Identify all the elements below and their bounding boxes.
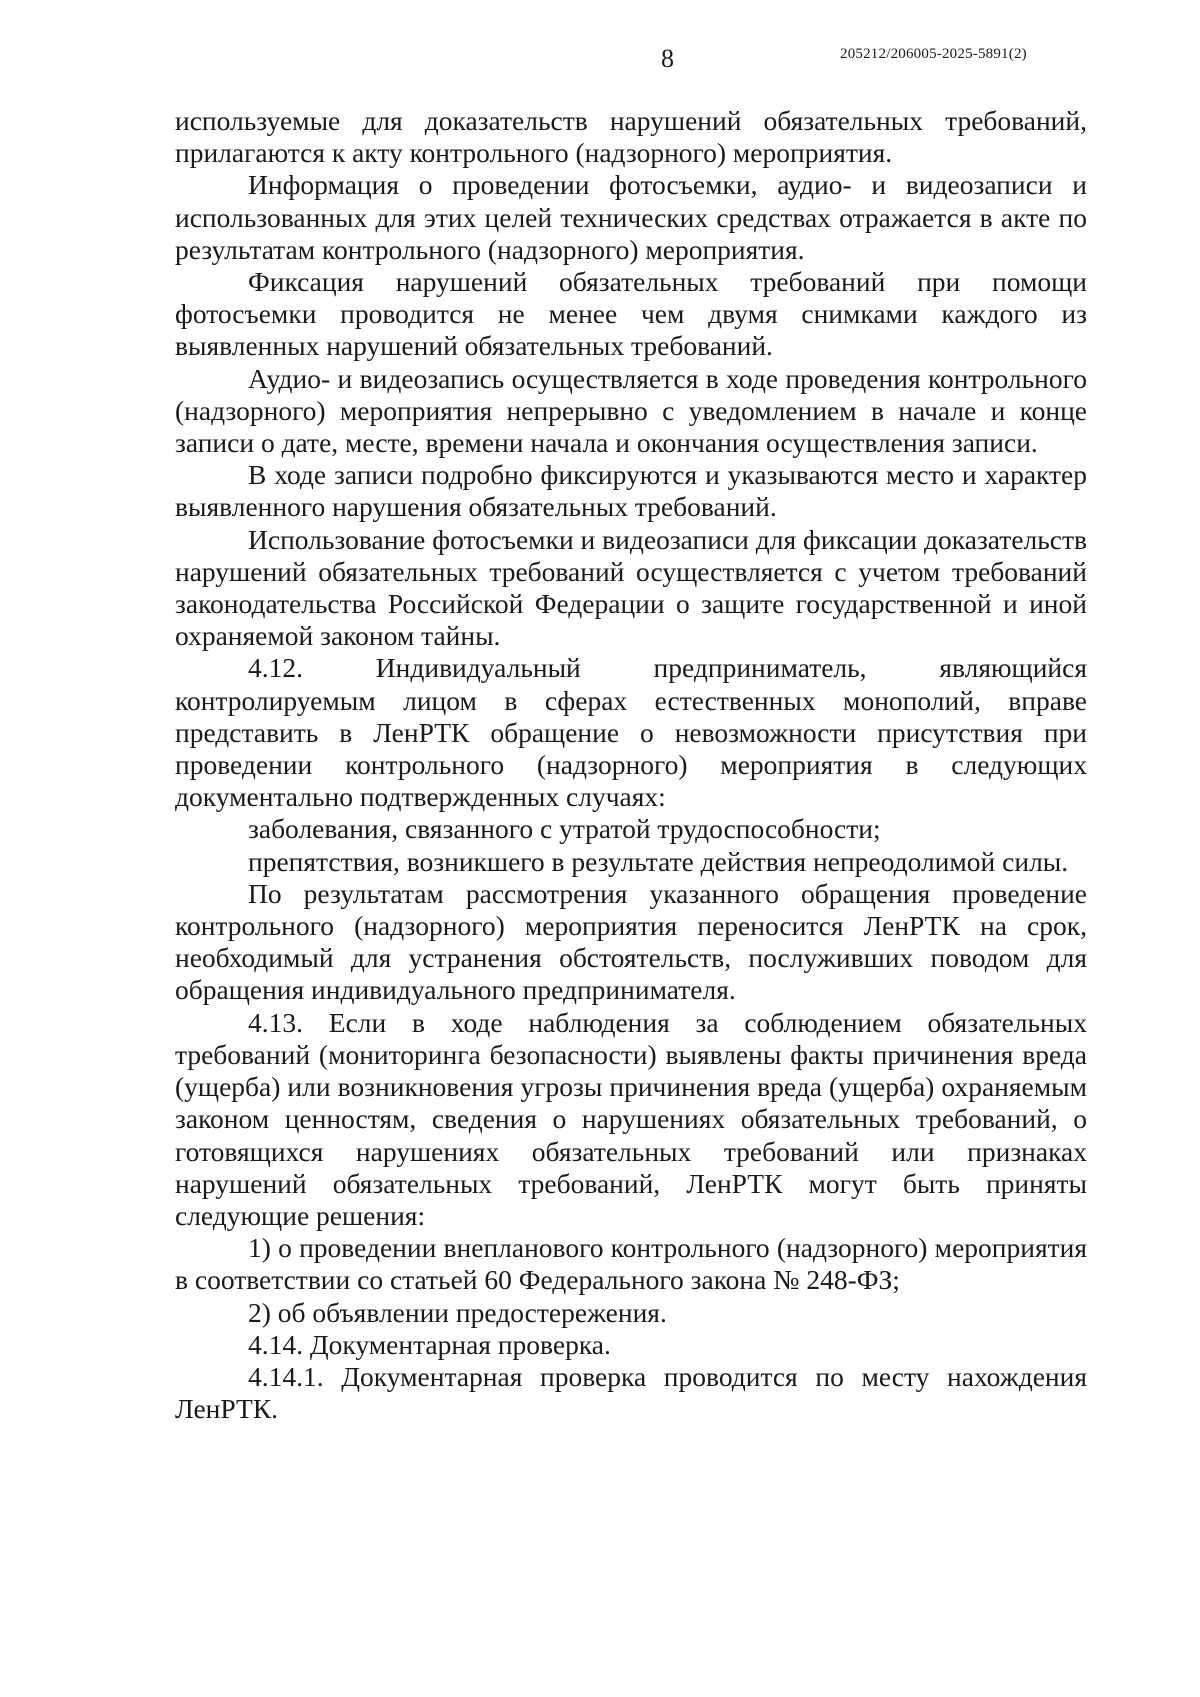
list-item-illness: заболевания, связанного с утратой трудоспособности; [248, 813, 881, 845]
paragraph-usage-limits: Использование фотосъемки и видеозаписи для фиксации доказательств нарушений обязательных требований осуществляется с учетом требований законодательства Российской Федерации о защите государственной и иной охраняемой законом тайны. [175, 523, 1087, 652]
list-item-force-majeure: препятствия, возникшего в результате действия непреодолимой силы. [248, 845, 1069, 877]
paragraph-4-14-1: 4.14.1. Документарная проверка проводится по месту нахождения ЛенРТК. [175, 1360, 1087, 1425]
paragraph-postponement: По результатам рассмотрения указанного обращения проведение контрольного (надзорного) мероприятия переносится ЛенРТК на срок, необходимый для устранения обстоятельств, послуживших поводом для обращения индивидуального предпринимателя. [175, 877, 1087, 1006]
list-item-unscheduled-inspection: 1) о проведении внепланового контрольного (надзорного) мероприятия в соответствии со статьей 60 Федерального закона № 248-ФЗ; [175, 1232, 1087, 1296]
paragraph-photo-info: Информация о проведении фотосъемки, аудио- и видеозаписи и использованных для этих целей технических средствах отражается в акте по результатам контрольного (надзорного) мероприятия. [175, 169, 1087, 265]
paragraph-4-13: 4.13. Если в ходе наблюдения за соблюдением обязательных требований (мониторинга безопасности) выявлены факты причинения вреда (ущерба) или возникновения угрозы причинения вреда (ущерба) охраняемым законом ценностям, сведения о нарушениях обязательных требований, о готовящихся нарушениях обязательных требований или признаках нарушений обязательных требований, ЛенРТК могут быть приняты следующие решения: [175, 1006, 1087, 1231]
paragraph-recording-details: В ходе записи подробно фиксируются и указываются место и характер выявленного нарушения обязательных требований. [175, 459, 1087, 523]
paragraph-4-12: 4.12. Индивидуальный предприниматель, являющийся контролируемым лицом в сферах естественных монополий, вправе представить в ЛенРТК обращение о невозможности присутствия при проведении контрольного (надзорного) мероприятия в следующих документально подтвержденных случаях: [175, 652, 1087, 813]
page-number: 8 [661, 44, 674, 73]
paragraph-photo-fixation: Фиксация нарушений обязательных требований при помощи фотосъемки проводится не менее чем двумя снимками каждого из выявленных нарушений обязательных требований. [175, 266, 1087, 362]
paragraph-continuation: используемые для доказательств нарушений обязательных требований, прилагаются к акту контрольного (надзорного) мероприятия. [175, 105, 1087, 169]
paragraph-audio-video: Аудио- и видеозапись осуществляется в ходе проведения контрольного (надзорного) мероприятия непрерывно с уведомлением в начале и конце записи о дате, месте, времени начала и окончания осуществления записи. [175, 362, 1087, 459]
document-body [175, 105, 1087, 1425]
document-id: 205212/206005-2025-5891(2) [840, 46, 1027, 62]
section-heading-4-14: 4.14. Документарная проверка. [248, 1328, 611, 1360]
list-item-warning: 2) об объявлении предостережения. [248, 1296, 667, 1328]
